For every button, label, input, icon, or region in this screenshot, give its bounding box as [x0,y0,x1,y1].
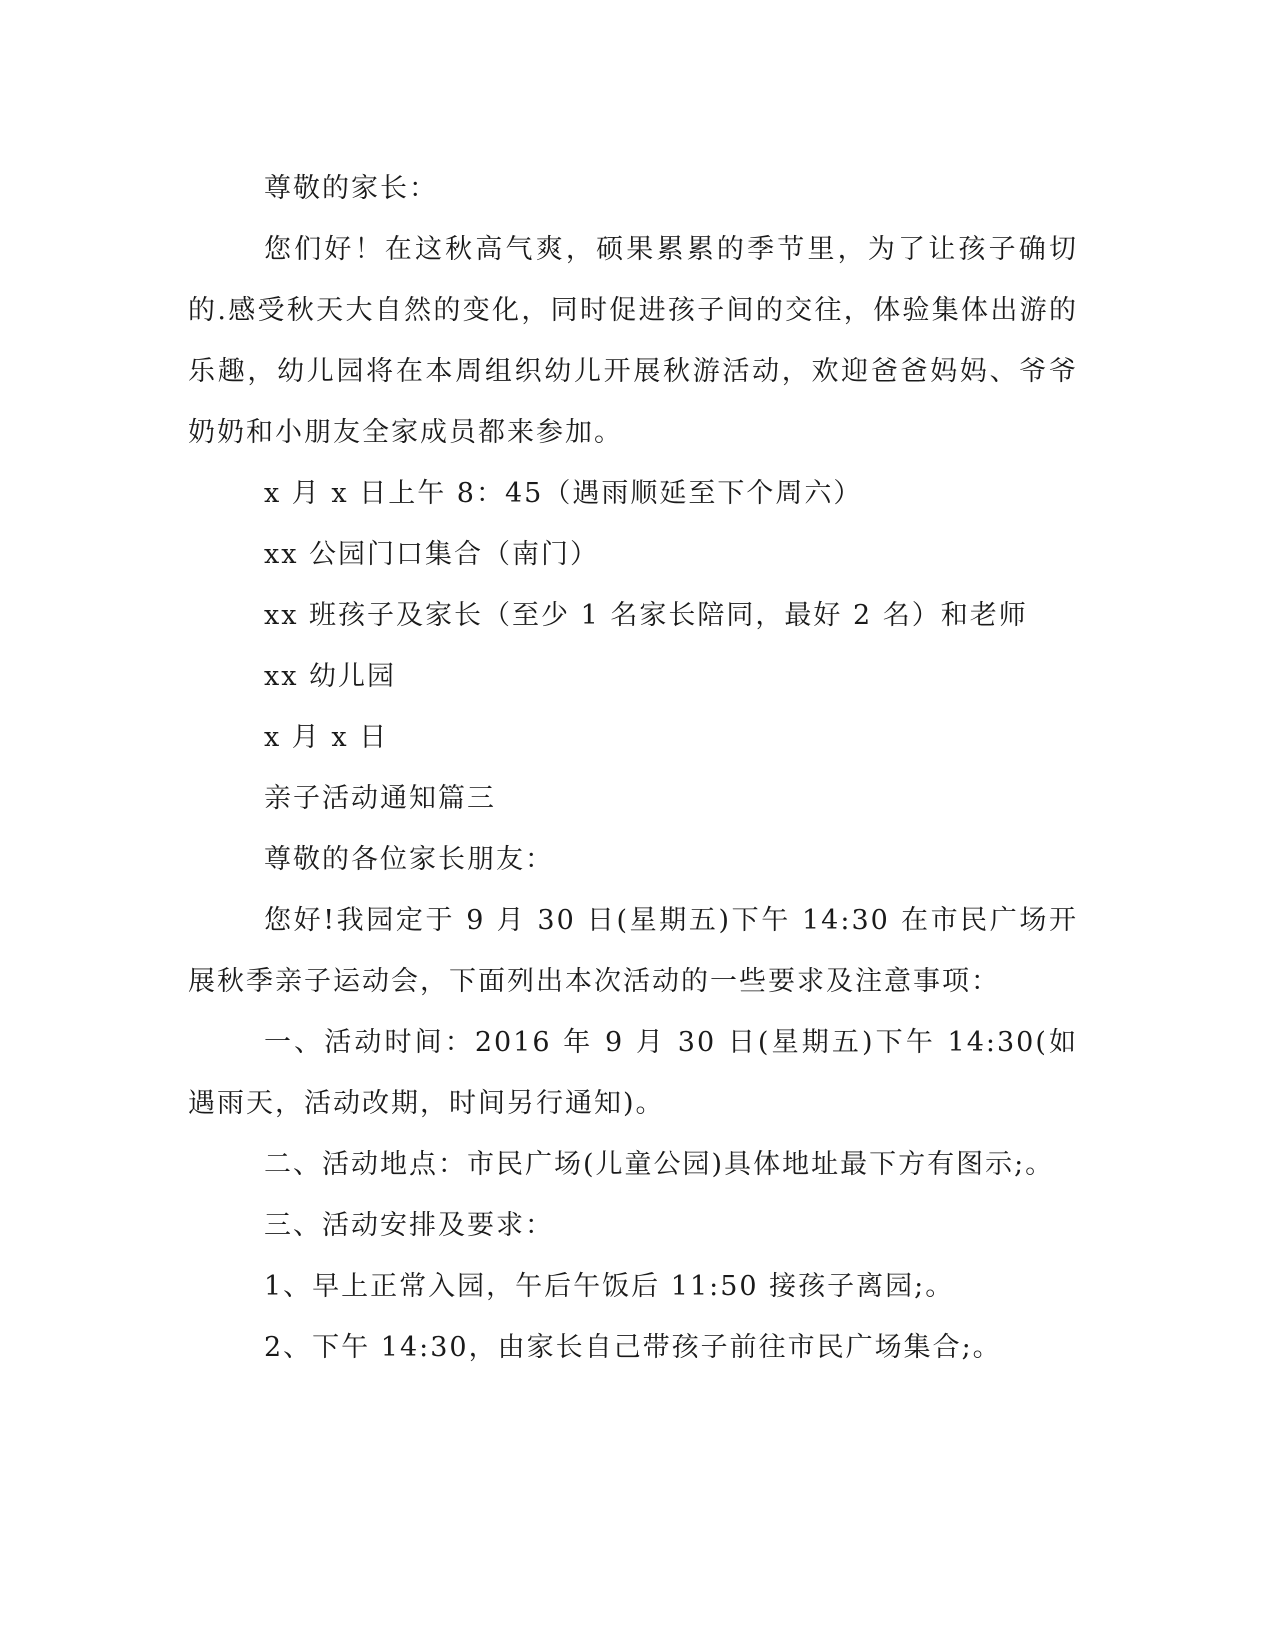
section-title: 亲子活动通知篇三 [264,783,496,814]
invitation-paragraph: 您们好！在这秋高气爽，硕果累累的季节里，为了让孩子确切的.感受秋天大自然的变化，同时促进孩子间的交往，体验集体出游的乐趣，幼儿园将在本周组织幼儿开展秋游活动，欢迎爸爸妈妈、爷爷奶奶和小朋友全家成员都来参加。 [188,234,1078,448]
event-participants: xx 班孩子及家长（至少 1 名家长陪同，最好 2 名）和老师 [264,600,1028,631]
document-body [188,158,1078,1378]
activity-arrangement-heading: 三、活动安排及要求： [264,1210,554,1241]
event-time: x 月 x 日上午 8：45（遇雨顺延至下个周六） [264,478,863,509]
signature-organization: xx 幼儿园 [264,661,397,692]
activity-location: 二、活动地点：市民广场(儿童公园)具体地址最下方有图示;。 [264,1149,1055,1180]
activity-time: 一、活动时间：2016 年 9 月 30 日(星期五)下午 14:30(如遇雨天，活动改期，时间另行通知)。 [188,1027,1078,1119]
salutation-2: 尊敬的各位家长朋友： [264,844,554,875]
event-location: xx 公园门口集合（南门） [264,539,600,570]
salutation: 尊敬的家长： [264,173,438,204]
arrangement-item-1: 1、早上正常入园，午后午饭后 11:50 接孩子离园;。 [264,1271,955,1302]
arrangement-item-2: 2、下午 14:30，由家长自己带孩子前往市民广场集合;。 [264,1332,1002,1363]
intro-paragraph: 您好!我园定于 9 月 30 日(星期五)下午 14:30 在市民广场开展秋季亲子运动会，下面列出本次活动的一些要求及注意事项： [188,905,1078,997]
signature-date: x 月 x 日 [264,722,389,753]
